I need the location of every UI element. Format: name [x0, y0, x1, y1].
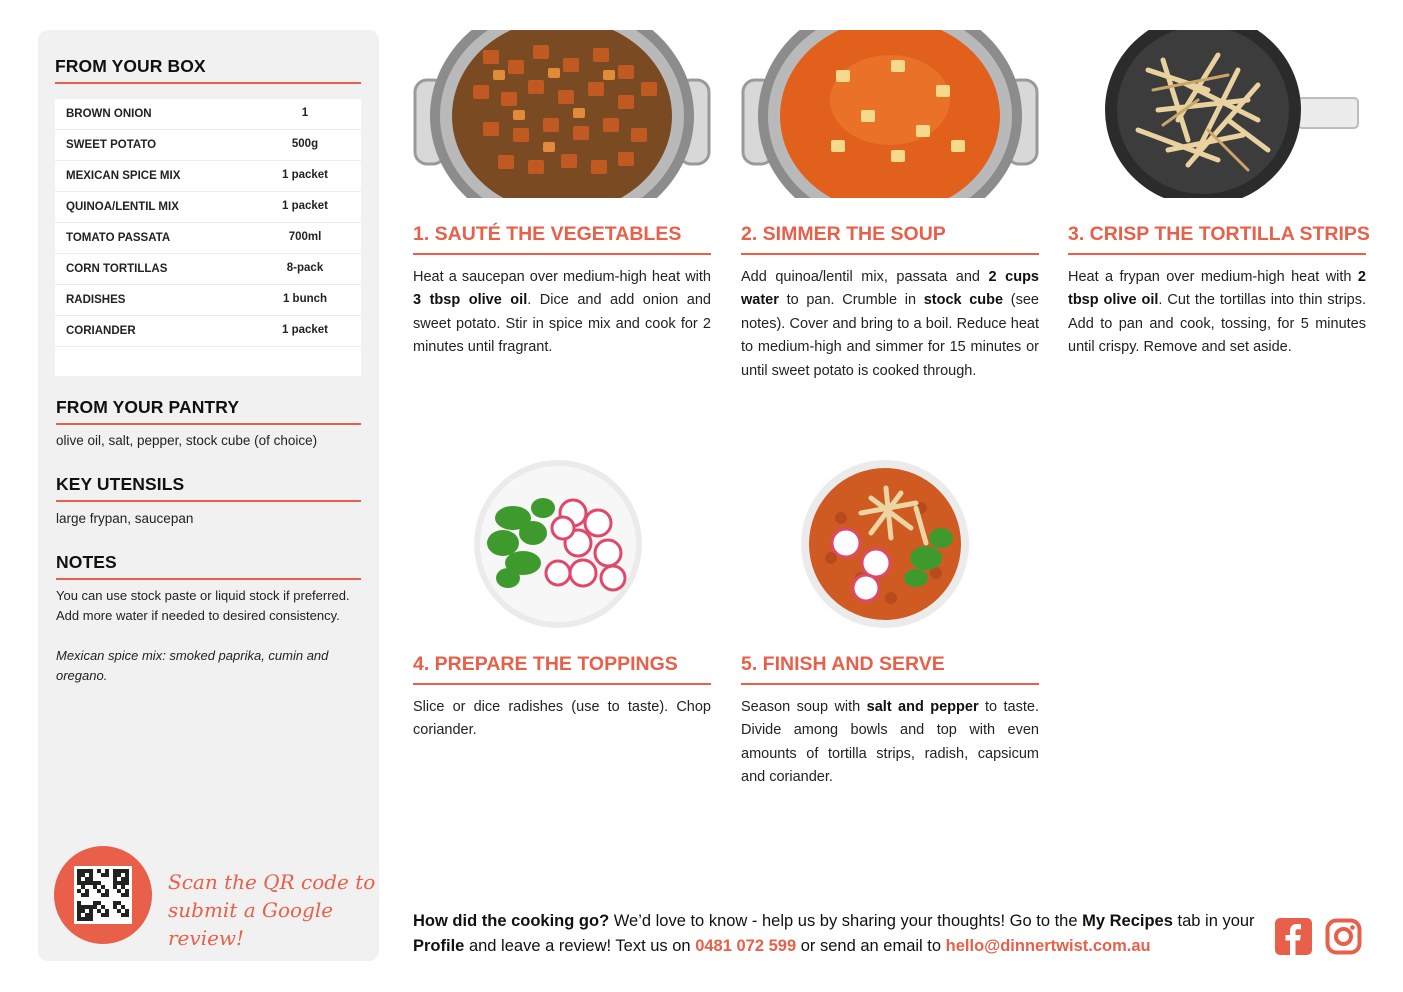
- instagram-icon[interactable]: [1325, 918, 1362, 955]
- ingredient-quantity: 1 bunch: [282, 293, 328, 305]
- table-row: [55, 161, 361, 192]
- divider: [1068, 253, 1366, 255]
- body-text: (see notes). Cover and bring to a boil. Reduce heat to medium-high and simmer for 15 minutes or until sweet potato is cooked through.: [741, 292, 1039, 379]
- notes-line-2: Add more water if needed to desired consistency.: [56, 608, 340, 623]
- divider: [56, 423, 361, 425]
- notes-line-1: You can use stock paste or liquid stock if preferred.: [56, 588, 350, 603]
- saute-vegetables-photo: [413, 30, 711, 198]
- ingredient-name: MEXICAN SPICE MIX: [66, 170, 181, 182]
- pantry-heading: FROM YOUR PANTRY: [56, 397, 240, 417]
- body-text: or send an email to: [796, 937, 946, 955]
- table-row: [55, 285, 361, 316]
- divider: [741, 253, 1039, 255]
- qr-caption-line-2: submit a Google review!: [168, 898, 334, 950]
- facebook-icon[interactable]: [1275, 918, 1312, 955]
- ingredient-quantity: 1 packet: [281, 200, 329, 212]
- utensils-heading: KEY UTENSILS: [56, 474, 185, 494]
- emphasis-text: stock cube: [923, 292, 1004, 309]
- body-text: . Dice and add onion and sweet potato. Stir in spice mix and cook for 2 minutes until fragrant.: [413, 292, 711, 356]
- table-row: [55, 130, 361, 161]
- step-2-title: 2. SIMMER THE SOUP: [741, 223, 946, 245]
- body-text: Add quinoa/lentil mix, passata and: [741, 269, 989, 285]
- step-4-body: [413, 696, 711, 743]
- tortilla-strips-photo: [1068, 30, 1366, 198]
- body-text: Slice or dice radishes (use to taste). Chop coriander.: [413, 699, 711, 739]
- body-text: to pan. Crumble in: [778, 292, 924, 309]
- qr-badge: [54, 846, 152, 944]
- ingredients-sidebar: [38, 30, 379, 961]
- table-row: [55, 192, 361, 223]
- contact-link[interactable]: 0481 072 599: [695, 937, 797, 955]
- ingredient-quantity: 1: [301, 107, 309, 119]
- body-text: Heat a frypan over medium-high heat with: [1068, 269, 1358, 285]
- body-text: We’d love to know - help us by sharing your thoughts! Go to the: [609, 912, 1083, 930]
- body-text: and leave a review! Text us on: [464, 937, 696, 955]
- divider: [56, 578, 361, 580]
- notes-spice-mix: Mexican spice mix: smoked paprika, cumin and oregano.: [56, 648, 329, 683]
- emphasis-text: 2 tbsp olive oil: [1068, 269, 1366, 309]
- step-5-title: 5. FINISH AND SERVE: [741, 653, 945, 675]
- body-text: Heat a saucepan over medium-high heat with: [413, 269, 711, 285]
- body-text: . Cut the tortillas into thin strips. Add to pan and cook, tossing, for 5 minutes until crispy. Remove and set aside.: [1068, 292, 1367, 356]
- body-text: Season soup with: [741, 699, 867, 715]
- qr-pattern: [77, 869, 129, 921]
- ingredient-quantity: 700ml: [288, 231, 322, 243]
- ingredient-name: CORIANDER: [66, 325, 136, 337]
- divider: [56, 500, 361, 502]
- step-1-body: [413, 266, 711, 360]
- divider: [55, 82, 361, 84]
- ingredient-name: BROWN ONION: [66, 108, 152, 120]
- step-3-title: 3. CRISP THE TORTILLA STRIPS: [1068, 223, 1370, 245]
- step-3-body: [1068, 266, 1366, 360]
- notes-heading: NOTES: [56, 552, 117, 572]
- emphasis-text: Profile: [413, 937, 465, 955]
- emphasis-text: How did the cooking go?: [413, 912, 610, 930]
- contact-link[interactable]: hello@dinnertwist.com.au: [945, 937, 1151, 955]
- table-row: [55, 316, 361, 347]
- ingredient-quantity: 8-pack: [286, 262, 324, 274]
- table-row: [55, 254, 361, 285]
- body-text: tab in your: [1172, 912, 1255, 930]
- toppings-photo: [413, 458, 711, 630]
- ingredient-name: CORN TORTILLAS: [66, 263, 168, 275]
- qr-caption-line-1: Scan the QR code to: [168, 870, 376, 894]
- ingredient-quantity: 1 packet: [281, 169, 329, 181]
- step-5-body: [741, 696, 1039, 790]
- emphasis-text: My Recipes: [1082, 912, 1173, 930]
- step-4-title: 4. PREPARE THE TOPPINGS: [413, 653, 678, 675]
- ingredient-name: QUINOA/LENTIL MIX: [66, 201, 179, 213]
- ingredient-quantity: 500g: [291, 138, 319, 150]
- emphasis-text: 3 tbsp olive oil: [413, 292, 528, 309]
- pantry-text: olive oil, salt, pepper, stock cube (of choice): [56, 433, 318, 448]
- simmer-soup-photo: [741, 30, 1039, 198]
- ingredient-name: TOMATO PASSATA: [66, 232, 171, 244]
- ingredient-name: RADISHES: [66, 294, 126, 306]
- utensils-text: large frypan, saucepan: [56, 511, 194, 526]
- ingredient-name: SWEET POTATO: [66, 139, 157, 151]
- emphasis-text: salt and pepper: [866, 699, 979, 715]
- from-box-heading: FROM YOUR BOX: [55, 56, 206, 76]
- emphasis-text: 2 cups water: [741, 269, 1039, 309]
- review-prompt: [413, 909, 1263, 959]
- divider: [413, 683, 711, 685]
- divider: [413, 253, 711, 255]
- divider: [741, 683, 1039, 685]
- ingredients-table: [55, 99, 361, 376]
- table-row: [55, 99, 361, 130]
- body-text: to taste. Divide among bowls and top with even amounts of tortilla strips, radish, capsicum and coriander.: [741, 699, 1039, 786]
- table-row: [55, 223, 361, 254]
- qr-code[interactable]: [74, 866, 132, 924]
- step-1-title: 1. SAUTÉ THE VEGETABLES: [413, 223, 682, 245]
- step-2-body: [741, 266, 1039, 383]
- finished-soup-photo: [741, 458, 1039, 630]
- ingredient-quantity: 1 packet: [281, 324, 329, 336]
